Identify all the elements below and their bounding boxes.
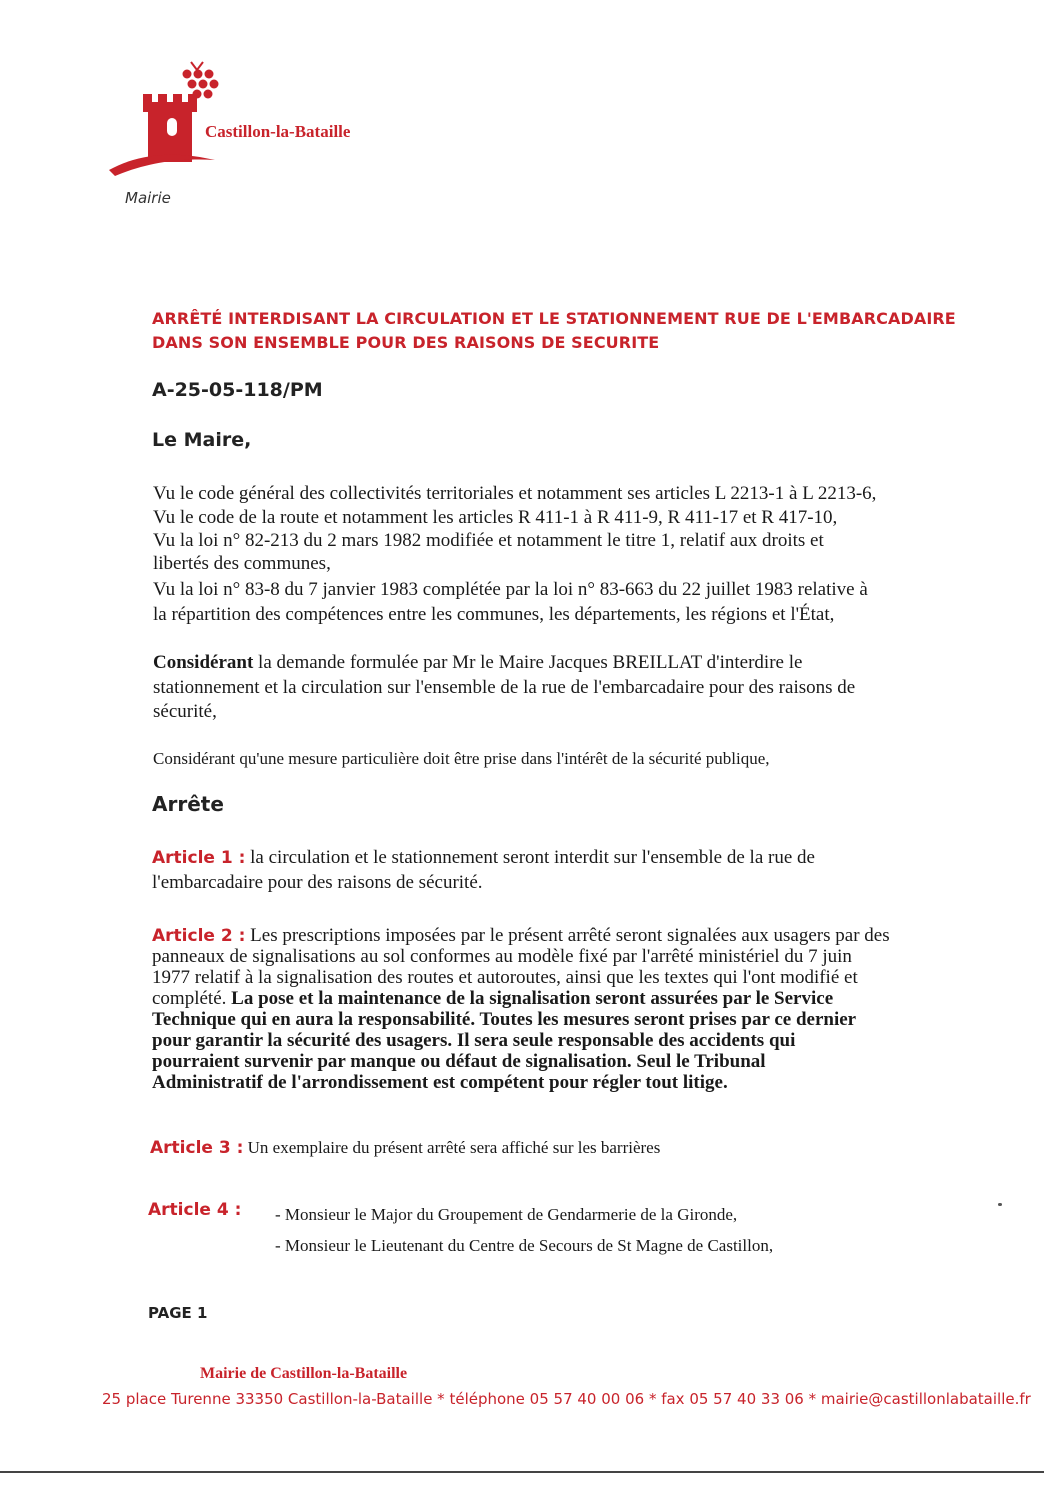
article-2-line-4: complété. La pose et la maintenance de la signalisation seront assurées par le Service [152, 988, 834, 1009]
logo-town-name: Castillon-la-Bataille [205, 122, 351, 141]
article-4-label: Article 4 : [148, 1200, 242, 1220]
considerant-1-line-1: Considérant la demande formulée par Mr le Maire Jacques BREILLAT d'interdire le [153, 652, 803, 673]
footer-address: 25 place Turenne 33350 Castillon-la-Bataille * téléphone 05 57 40 00 06 * fax 05 57 40 33 06 * mairie@castillonlabataille.fr [102, 1390, 1031, 1408]
le-maire-heading: Le Maire, [152, 429, 252, 451]
visa-line: Vu la loi n° 82-213 du 2 mars 1982 modifiée et notamment le titre 1, relatif aux droits et [153, 530, 824, 551]
footer-mairie-name: Mairie de Castillon-la-Bataille [200, 1365, 408, 1382]
bottom-divider [0, 1471, 1044, 1473]
visa-line: libertés des communes, [153, 553, 331, 574]
considerant-2: Considérant qu'une mesure particulière doit être prise dans l'intérêt de la sécurité publique, [153, 749, 770, 768]
page-number: PAGE 1 [148, 1304, 208, 1322]
article-2-line-3: 1977 relatif à la signalisation des routes et autoroutes, ainsi que les textes qui l'ont modifié et [152, 967, 858, 988]
logo-mairie-label: Mairie [125, 189, 171, 207]
article-3: Article 3 : Un exemplaire du présent arrêté sera affiché sur les barrières [150, 1138, 661, 1158]
document-title-line-2: DANS SON ENSEMBLE POUR DES RAISONS DE SECURITE [152, 333, 660, 352]
tower-icon [143, 94, 197, 162]
article-4-label-wrap [148, 1199, 241, 1221]
article-2-line-5: Technique qui en aura la responsabilité. Toutes les mesures seront prises par ce dernier [152, 1009, 857, 1030]
article-2-label: Article 2 : [152, 926, 246, 946]
article-1-label: Article 1 : [152, 848, 246, 868]
article-2-line-8: Administratif de l'arrondissement est compétent pour régler tout litige. [152, 1072, 728, 1093]
scan-speck [998, 1203, 1002, 1206]
article-4-item: - Monsieur le Lieutenant du Centre de Secours de St Magne de Castillon, [275, 1236, 774, 1255]
visa-line: Vu la loi n° 83-8 du 7 janvier 1983 complétée par la loi n° 83-663 du 22 juillet 1983 relative à [153, 579, 868, 600]
visa-line: Vu le code général des collectivités territoriales et notamment ses articles L 2213-1 à L 2213-6, [153, 483, 877, 504]
article-1-line-2: l'embarcadaire pour des raisons de sécurité. [152, 872, 483, 893]
article-3-label: Article 3 : [150, 1138, 244, 1158]
considerant-bold-word: Considérant [153, 652, 254, 673]
article-4-item: - Monsieur le Major du Groupement de Gendarmerie de la Gironde, [275, 1205, 738, 1224]
arrete-heading: Arrête [152, 792, 224, 816]
considerant-1-line-3: sécurité, [153, 701, 217, 722]
article-2-line-2: panneaux de signalisations au sol conformes au modèle fixé par l'arrêté ministériel du 7 juin [152, 946, 852, 967]
river-swoosh [109, 155, 215, 176]
article-2-line-7: pourraient survenir par manque ou défaut de signalisation. Seul le Tribunal [152, 1051, 766, 1072]
grapes-icon [183, 62, 219, 99]
visa-line: Vu le code de la route et notamment les articles R 411-1 à R 411-9, R 411-17 et R 417-10, [153, 507, 838, 528]
article-1-line-1: Article 1 : la circulation et le stationnement seront interdit sur l'ensemble de la rue de [152, 847, 815, 868]
document-title-line-1: ARRÊTÉ INTERDISANT LA CIRCULATION ET LE STATIONNEMENT RUE DE L'EMBARCADAIRE [152, 309, 956, 328]
article-2-line-1: Article 2 : Les prescriptions imposées par le présent arrêté seront signalées aux usagers par des [152, 925, 890, 946]
arrete-reference: A-25-05-118/PM [152, 379, 323, 401]
article-2-line-6: pour garantir la sécurité des usagers. Il sera seule responsable des accidents qui [152, 1030, 796, 1051]
considerant-1-line-2: stationnement et la circulation sur l'ensemble de la rue de l'embarcadaire pour des raisons de [153, 677, 856, 698]
visa-line: la répartition des compétences entre les communes, les départements, les régions et l'État, [153, 604, 835, 625]
